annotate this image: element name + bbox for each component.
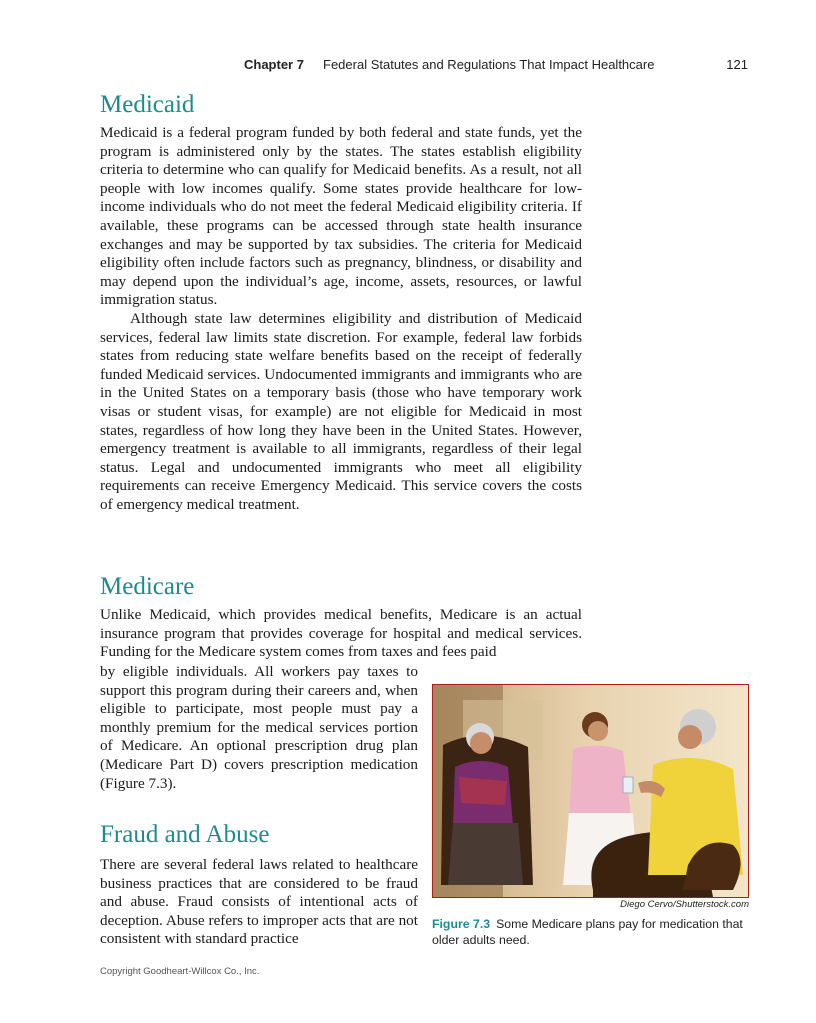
- nurse-face: [588, 721, 608, 741]
- fraud-heading: Fraud and Abuse: [100, 821, 270, 848]
- medicare-body-narrow: [100, 663, 418, 793]
- fraud-body: [100, 856, 418, 949]
- medicare-heading: Medicare: [100, 573, 195, 600]
- figure-caption-text: Some Medicare plans pay for medication that older adults need.: [432, 917, 743, 947]
- chapter-label: Chapter 7: [244, 57, 304, 72]
- glass: [623, 777, 633, 793]
- page-number: 121: [726, 57, 748, 72]
- medicaid-body: [100, 124, 582, 514]
- figure-caption: [432, 917, 752, 948]
- right-woman-face: [678, 725, 702, 749]
- copyright-notice: Copyright Goodheart-Willcox Co., Inc.: [100, 966, 260, 977]
- medicaid-paragraph-1: Medicaid is a federal program funded by both federal and state funds, yet the program is administered only by the states. The states establish eligibility criteria to determine who can qualify for Medicaid benefits. As a result, not all people with low incomes qualify. Some states provide healthcare for low-income individuals who do not meet the federal Medicaid eligibility criteria. If available, these programs can be accessed through state health insurance exchanges and may be supported by tax subsidies. The criteria for Medicaid eligibility often include factors such as pregnancy, blindness, or disability and may depend upon the individual’s age, income, assets, resources, or lawful immigration status.: [100, 124, 582, 309]
- nurse-uniform: [569, 745, 631, 815]
- fraud-paragraph-1: There are several federal laws related to healthcare business practices that are considered to be fraud and abuse. Fraud consists of intentional acts of deception. Abuse refers to improper acts that are not consistent with standard practice: [100, 856, 418, 948]
- medicare-paragraph-narrow: by eligible individuals. All workers pay taxes to support this program during their careers and, when eligible to participate, most people must pay a monthly premium for the medical services portion of Medicare. An optional prescription drug plan (Medicare Part D) covers prescription medication (Figure 7.3).: [100, 663, 418, 792]
- medicare-paragraph-wide: Unlike Medicaid, which provides medical benefits, Medicare is an actual insurance program that provides coverage for hospital and medical services. Funding for the Medicare system comes from taxes and fees paid: [100, 606, 582, 661]
- chapter-title: Federal Statutes and Regulations That Impact Healthcare: [323, 57, 655, 72]
- photo-illustration: [433, 685, 748, 897]
- medicaid-paragraph-2: Although state law determines eligibility and distribution of Medicaid services, federal law limits state discretion. For example, federal law forbids states from reducing state welfare benefits based on the receipt of federally funded Medicaid services. Undocumented immigrants and immigrants who are in the United States on a temporary basis (those who have temporary work visas or student visas, for example) are not eligible for Medicaid in most states, regardless of how long they have been in the United States. However, emergency treatment is available to all immigrants, regardless of their legal status. Legal and undocumented immigrants who meet all eligibility requirements can receive Emergency Medicaid. This service covers the costs of emergency medical treatment.: [100, 309, 582, 513]
- photo-credit: Diego Cervo/Shutterstock.com: [620, 899, 749, 910]
- running-head: [150, 57, 750, 75]
- figure-label: Figure 7.3: [432, 917, 491, 931]
- left-woman-face: [470, 732, 492, 754]
- figure-photo: [432, 684, 749, 898]
- left-woman-skirt: [448, 823, 523, 885]
- medicaid-heading: Medicaid: [100, 91, 195, 118]
- medicare-body-wide: [100, 606, 582, 662]
